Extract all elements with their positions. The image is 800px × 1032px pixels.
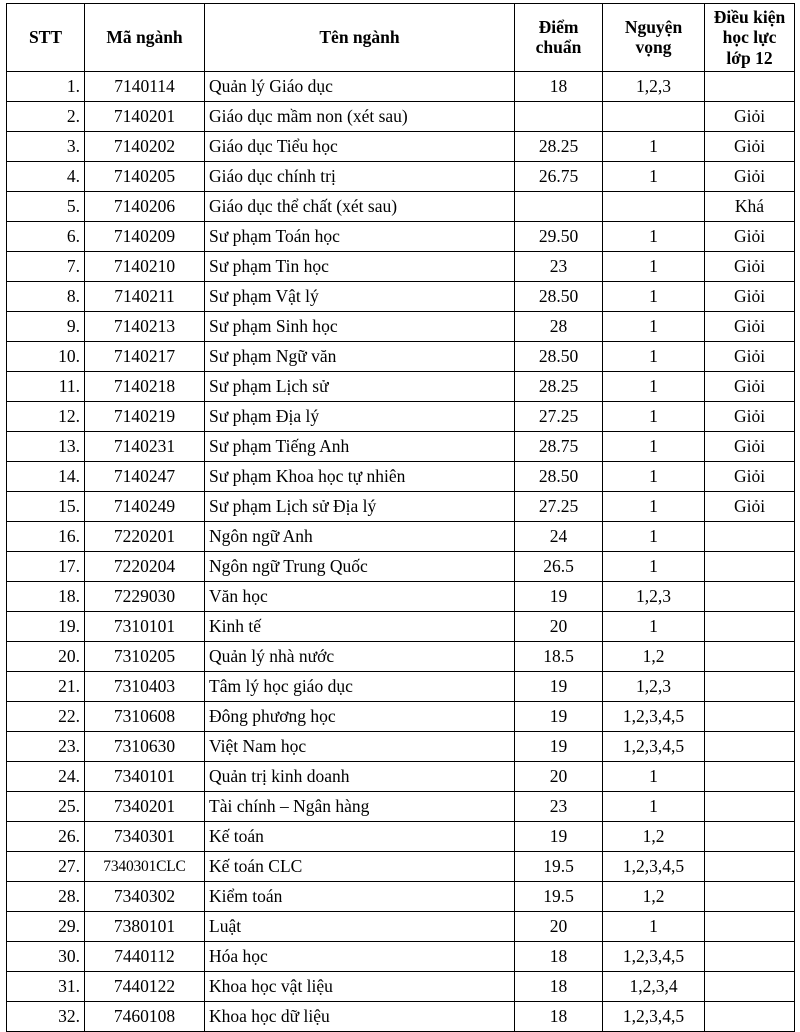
cell-dieu-kien: Giỏi xyxy=(705,371,795,401)
cell-nguyen-vong: 1,2 xyxy=(603,821,705,851)
cell-stt: 28. xyxy=(7,881,85,911)
cell-dieu-kien xyxy=(705,731,795,761)
cell-nguyen-vong: 1 xyxy=(603,431,705,461)
cell-ten-nganh: Kế toán xyxy=(205,821,515,851)
table-row xyxy=(7,791,795,821)
cell-ma-nganh: 7310205 xyxy=(85,641,205,671)
cell-nguyen-vong: 1 xyxy=(603,281,705,311)
table-row xyxy=(7,371,795,401)
table-row xyxy=(7,131,795,161)
cell-dieu-kien xyxy=(705,881,795,911)
table-row xyxy=(7,431,795,461)
cell-nguyen-vong: 1 xyxy=(603,911,705,941)
cell-stt: 17. xyxy=(7,551,85,581)
cell-stt: 24. xyxy=(7,761,85,791)
cell-dieu-kien: Giỏi xyxy=(705,161,795,191)
cell-ma-nganh: 7140211 xyxy=(85,281,205,311)
table-row xyxy=(7,971,795,1001)
cell-ten-nganh: Việt Nam học xyxy=(205,731,515,761)
column-header-ma-nganh: Mã ngành xyxy=(85,4,205,72)
cell-ma-nganh: 7220204 xyxy=(85,551,205,581)
column-header-diem-chuan xyxy=(515,4,603,72)
cell-ten-nganh: Tài chính – Ngân hàng xyxy=(205,791,515,821)
cell-stt: 1. xyxy=(7,71,85,101)
column-header-dieu-kien-line1: Điều kiện xyxy=(713,7,786,27)
cell-dieu-kien xyxy=(705,521,795,551)
cell-ma-nganh: 7140209 xyxy=(85,221,205,251)
cell-ten-nganh: Sư phạm Ngữ văn xyxy=(205,341,515,371)
table-row xyxy=(7,341,795,371)
admission-scores-document xyxy=(0,3,800,1026)
cell-stt: 26. xyxy=(7,821,85,851)
table-row xyxy=(7,101,795,131)
cell-stt: 32. xyxy=(7,1001,85,1031)
table-row xyxy=(7,941,795,971)
cell-nguyen-vong: 1 xyxy=(603,611,705,641)
table-row xyxy=(7,461,795,491)
cell-stt: 20. xyxy=(7,641,85,671)
cell-dieu-kien: Giỏi xyxy=(705,101,795,131)
cell-dieu-kien xyxy=(705,641,795,671)
cell-stt: 7. xyxy=(7,251,85,281)
cell-stt: 22. xyxy=(7,701,85,731)
cell-dieu-kien xyxy=(705,971,795,1001)
cell-dieu-kien: Giỏi xyxy=(705,281,795,311)
table-row xyxy=(7,521,795,551)
cell-ma-nganh: 7140213 xyxy=(85,311,205,341)
cell-ten-nganh: Sư phạm Lịch sử Địa lý xyxy=(205,491,515,521)
cell-diem-chuan: 19 xyxy=(515,821,603,851)
column-header-dieu-kien-line2: học lực xyxy=(722,27,777,48)
cell-nguyen-vong: 1 xyxy=(603,311,705,341)
cell-diem-chuan: 18.5 xyxy=(515,641,603,671)
cell-ten-nganh: Sư phạm Khoa học tự nhiên xyxy=(205,461,515,491)
cell-nguyen-vong: 1 xyxy=(603,521,705,551)
cell-diem-chuan: 26.75 xyxy=(515,161,603,191)
table-row xyxy=(7,161,795,191)
cell-dieu-kien: Giỏi xyxy=(705,431,795,461)
cell-ma-nganh: 7460108 xyxy=(85,1001,205,1031)
cell-diem-chuan: 28.75 xyxy=(515,431,603,461)
table-row xyxy=(7,821,795,851)
cell-diem-chuan: 26.5 xyxy=(515,551,603,581)
cell-diem-chuan: 28.50 xyxy=(515,281,603,311)
cell-ten-nganh: Sư phạm Sinh học xyxy=(205,311,515,341)
cell-diem-chuan: 23 xyxy=(515,791,603,821)
cell-stt: 27. xyxy=(7,851,85,881)
cell-ma-nganh: 7220201 xyxy=(85,521,205,551)
cell-diem-chuan: 18 xyxy=(515,71,603,101)
cell-diem-chuan: 28.25 xyxy=(515,131,603,161)
cell-nguyen-vong: 1 xyxy=(603,131,705,161)
cell-ten-nganh: Hóa học xyxy=(205,941,515,971)
table-row xyxy=(7,641,795,671)
cell-ma-nganh: 7140114 xyxy=(85,71,205,101)
cell-ma-nganh: 7310630 xyxy=(85,731,205,761)
cell-diem-chuan: 27.25 xyxy=(515,401,603,431)
cell-stt: 19. xyxy=(7,611,85,641)
column-header-diem-chuan-line1: Điểm xyxy=(538,17,579,38)
cell-ten-nganh: Kiểm toán xyxy=(205,881,515,911)
cell-ma-nganh: 7340301 xyxy=(85,821,205,851)
cell-ma-nganh: 7310101 xyxy=(85,611,205,641)
cell-ma-nganh: 7140247 xyxy=(85,461,205,491)
cell-nguyen-vong: 1,2,3 xyxy=(603,671,705,701)
cell-dieu-kien xyxy=(705,851,795,881)
cell-nguyen-vong: 1 xyxy=(603,371,705,401)
cell-dieu-kien xyxy=(705,1001,795,1031)
table-row xyxy=(7,251,795,281)
cell-ten-nganh: Sư phạm Lịch sử xyxy=(205,371,515,401)
cell-stt: 2. xyxy=(7,101,85,131)
cell-diem-chuan: 19 xyxy=(515,581,603,611)
cell-dieu-kien: Giỏi xyxy=(705,131,795,161)
cell-dieu-kien xyxy=(705,611,795,641)
table-row xyxy=(7,1001,795,1031)
cell-dieu-kien: Giỏi xyxy=(705,341,795,371)
cell-dieu-kien xyxy=(705,551,795,581)
table-body xyxy=(7,71,795,1031)
cell-stt: 29. xyxy=(7,911,85,941)
cell-ma-nganh: 7140201 xyxy=(85,101,205,131)
cell-nguyen-vong: 1,2,3,4,5 xyxy=(603,851,705,881)
cell-ten-nganh: Giáo dục Tiểu học xyxy=(205,131,515,161)
cell-stt: 15. xyxy=(7,491,85,521)
cell-ten-nganh: Văn học xyxy=(205,581,515,611)
cell-ten-nganh: Sư phạm Toán học xyxy=(205,221,515,251)
cell-stt: 23. xyxy=(7,731,85,761)
cell-ten-nganh: Sư phạm Tiếng Anh xyxy=(205,431,515,461)
cell-ma-nganh: 7140210 xyxy=(85,251,205,281)
table-row xyxy=(7,191,795,221)
cell-diem-chuan: 19 xyxy=(515,701,603,731)
cell-diem-chuan: 24 xyxy=(515,521,603,551)
cell-diem-chuan: 23 xyxy=(515,251,603,281)
cell-nguyen-vong: 1 xyxy=(603,761,705,791)
cell-ma-nganh: 7140219 xyxy=(85,401,205,431)
cell-ten-nganh: Đông phương học xyxy=(205,701,515,731)
cell-nguyen-vong: 1,2,3,4 xyxy=(603,971,705,1001)
cell-ma-nganh: 7340302 xyxy=(85,881,205,911)
cell-dieu-kien xyxy=(705,791,795,821)
cell-ma-nganh: 7140231 xyxy=(85,431,205,461)
cell-ma-nganh: 7140249 xyxy=(85,491,205,521)
cell-diem-chuan: 19 xyxy=(515,731,603,761)
cell-ma-nganh: 7340301CLC xyxy=(85,851,205,881)
cell-ma-nganh: 7440112 xyxy=(85,941,205,971)
cell-diem-chuan: 28 xyxy=(515,311,603,341)
cell-stt: 9. xyxy=(7,311,85,341)
cell-nguyen-vong: 1 xyxy=(603,251,705,281)
cell-stt: 14. xyxy=(7,461,85,491)
cell-dieu-kien: Giỏi xyxy=(705,401,795,431)
cell-dieu-kien xyxy=(705,911,795,941)
cell-stt: 30. xyxy=(7,941,85,971)
cell-ma-nganh: 7340101 xyxy=(85,761,205,791)
table-row xyxy=(7,311,795,341)
admission-scores-table xyxy=(6,3,795,1032)
cell-nguyen-vong: 1 xyxy=(603,461,705,491)
cell-dieu-kien xyxy=(705,671,795,701)
cell-dieu-kien: Giỏi xyxy=(705,251,795,281)
cell-nguyen-vong: 1,2,3,4,5 xyxy=(603,1001,705,1031)
cell-stt: 13. xyxy=(7,431,85,461)
table-row xyxy=(7,611,795,641)
table-row xyxy=(7,851,795,881)
cell-ma-nganh: 7380101 xyxy=(85,911,205,941)
table-row xyxy=(7,671,795,701)
column-header-ten-nganh: Tên ngành xyxy=(205,4,515,72)
cell-dieu-kien xyxy=(705,71,795,101)
cell-diem-chuan: 18 xyxy=(515,971,603,1001)
cell-nguyen-vong: 1,2,3 xyxy=(603,581,705,611)
cell-dieu-kien: Giỏi xyxy=(705,311,795,341)
cell-nguyen-vong: 1,2,3 xyxy=(603,71,705,101)
cell-ten-nganh: Kế toán CLC xyxy=(205,851,515,881)
cell-nguyen-vong: 1 xyxy=(603,491,705,521)
column-header-nguyen-vong-line2: vọng xyxy=(635,37,672,58)
cell-stt: 16. xyxy=(7,521,85,551)
cell-diem-chuan xyxy=(515,101,603,131)
cell-nguyen-vong: 1,2,3,4,5 xyxy=(603,701,705,731)
cell-stt: 18. xyxy=(7,581,85,611)
cell-ten-nganh: Quản lý nhà nước xyxy=(205,641,515,671)
cell-dieu-kien xyxy=(705,941,795,971)
cell-dieu-kien xyxy=(705,581,795,611)
cell-ten-nganh: Giáo dục mầm non (xét sau) xyxy=(205,101,515,131)
cell-dieu-kien xyxy=(705,821,795,851)
cell-dieu-kien xyxy=(705,761,795,791)
cell-nguyen-vong: 1 xyxy=(603,551,705,581)
cell-ten-nganh: Sư phạm Địa lý xyxy=(205,401,515,431)
cell-stt: 10. xyxy=(7,341,85,371)
cell-diem-chuan: 19.5 xyxy=(515,881,603,911)
cell-ma-nganh: 7140217 xyxy=(85,341,205,371)
cell-ten-nganh: Quản trị kinh doanh xyxy=(205,761,515,791)
cell-ten-nganh: Khoa học dữ liệu xyxy=(205,1001,515,1031)
table-row xyxy=(7,491,795,521)
cell-ma-nganh: 7229030 xyxy=(85,581,205,611)
cell-ten-nganh: Giáo dục chính trị xyxy=(205,161,515,191)
cell-nguyen-vong xyxy=(603,101,705,131)
cell-nguyen-vong xyxy=(603,191,705,221)
cell-diem-chuan: 20 xyxy=(515,911,603,941)
cell-dieu-kien: Khá xyxy=(705,191,795,221)
cell-ma-nganh: 7440122 xyxy=(85,971,205,1001)
cell-ten-nganh: Ngôn ngữ Trung Quốc xyxy=(205,551,515,581)
cell-nguyen-vong: 1 xyxy=(603,401,705,431)
cell-nguyen-vong: 1,2,3,4,5 xyxy=(603,941,705,971)
cell-diem-chuan: 28.50 xyxy=(515,341,603,371)
column-header-dieu-kien-hoc-luc xyxy=(705,4,795,72)
cell-ma-nganh: 7140218 xyxy=(85,371,205,401)
table-row xyxy=(7,281,795,311)
cell-nguyen-vong: 1 xyxy=(603,341,705,371)
cell-ten-nganh: Sư phạm Tin học xyxy=(205,251,515,281)
cell-nguyen-vong: 1 xyxy=(603,161,705,191)
cell-diem-chuan: 18 xyxy=(515,1001,603,1031)
table-row xyxy=(7,401,795,431)
cell-ma-nganh: 7140206 xyxy=(85,191,205,221)
table-header xyxy=(7,4,795,72)
cell-ma-nganh: 7310403 xyxy=(85,671,205,701)
cell-diem-chuan: 18 xyxy=(515,941,603,971)
cell-nguyen-vong: 1,2 xyxy=(603,641,705,671)
cell-diem-chuan: 19 xyxy=(515,671,603,701)
cell-ten-nganh: Luật xyxy=(205,911,515,941)
cell-diem-chuan xyxy=(515,191,603,221)
cell-ten-nganh: Tâm lý học giáo dục xyxy=(205,671,515,701)
column-header-diem-chuan-line2: chuẩn xyxy=(535,37,582,58)
cell-diem-chuan: 28.50 xyxy=(515,461,603,491)
cell-nguyen-vong: 1 xyxy=(603,221,705,251)
table-row xyxy=(7,551,795,581)
cell-diem-chuan: 29.50 xyxy=(515,221,603,251)
table-row xyxy=(7,221,795,251)
cell-stt: 6. xyxy=(7,221,85,251)
table-row xyxy=(7,71,795,101)
cell-diem-chuan: 19.5 xyxy=(515,851,603,881)
cell-diem-chuan: 20 xyxy=(515,611,603,641)
cell-stt: 8. xyxy=(7,281,85,311)
cell-ma-nganh: 7340201 xyxy=(85,791,205,821)
cell-stt: 31. xyxy=(7,971,85,1001)
cell-ten-nganh: Quản lý Giáo dục xyxy=(205,71,515,101)
table-row xyxy=(7,761,795,791)
cell-ma-nganh: 7140205 xyxy=(85,161,205,191)
cell-stt: 5. xyxy=(7,191,85,221)
cell-stt: 21. xyxy=(7,671,85,701)
table-row xyxy=(7,581,795,611)
cell-nguyen-vong: 1,2 xyxy=(603,881,705,911)
table-header-row xyxy=(7,4,795,72)
column-header-nguyen-vong xyxy=(603,4,705,72)
cell-stt: 25. xyxy=(7,791,85,821)
table-row xyxy=(7,881,795,911)
cell-dieu-kien: Giỏi xyxy=(705,461,795,491)
cell-dieu-kien: Giỏi xyxy=(705,221,795,251)
column-header-nguyen-vong-line1: Nguyện xyxy=(624,17,683,38)
cell-stt: 3. xyxy=(7,131,85,161)
cell-ma-nganh: 7310608 xyxy=(85,701,205,731)
cell-diem-chuan: 20 xyxy=(515,761,603,791)
cell-nguyen-vong: 1,2,3,4,5 xyxy=(603,731,705,761)
cell-ten-nganh: Kinh tế xyxy=(205,611,515,641)
cell-ten-nganh: Sư phạm Vật lý xyxy=(205,281,515,311)
cell-nguyen-vong: 1 xyxy=(603,791,705,821)
cell-dieu-kien xyxy=(705,701,795,731)
cell-dieu-kien: Giỏi xyxy=(705,491,795,521)
table-row xyxy=(7,701,795,731)
column-header-stt: STT xyxy=(7,4,85,72)
cell-stt: 11. xyxy=(7,371,85,401)
cell-diem-chuan: 28.25 xyxy=(515,371,603,401)
cell-ten-nganh: Ngôn ngữ Anh xyxy=(205,521,515,551)
column-header-dieu-kien-line3: lớp 12 xyxy=(726,47,773,68)
cell-ma-nganh: 7140202 xyxy=(85,131,205,161)
cell-diem-chuan: 27.25 xyxy=(515,491,603,521)
cell-stt: 4. xyxy=(7,161,85,191)
table-row xyxy=(7,731,795,761)
cell-stt: 12. xyxy=(7,401,85,431)
cell-ten-nganh: Giáo dục thể chất (xét sau) xyxy=(205,191,515,221)
cell-ten-nganh: Khoa học vật liệu xyxy=(205,971,515,1001)
table-row xyxy=(7,911,795,941)
